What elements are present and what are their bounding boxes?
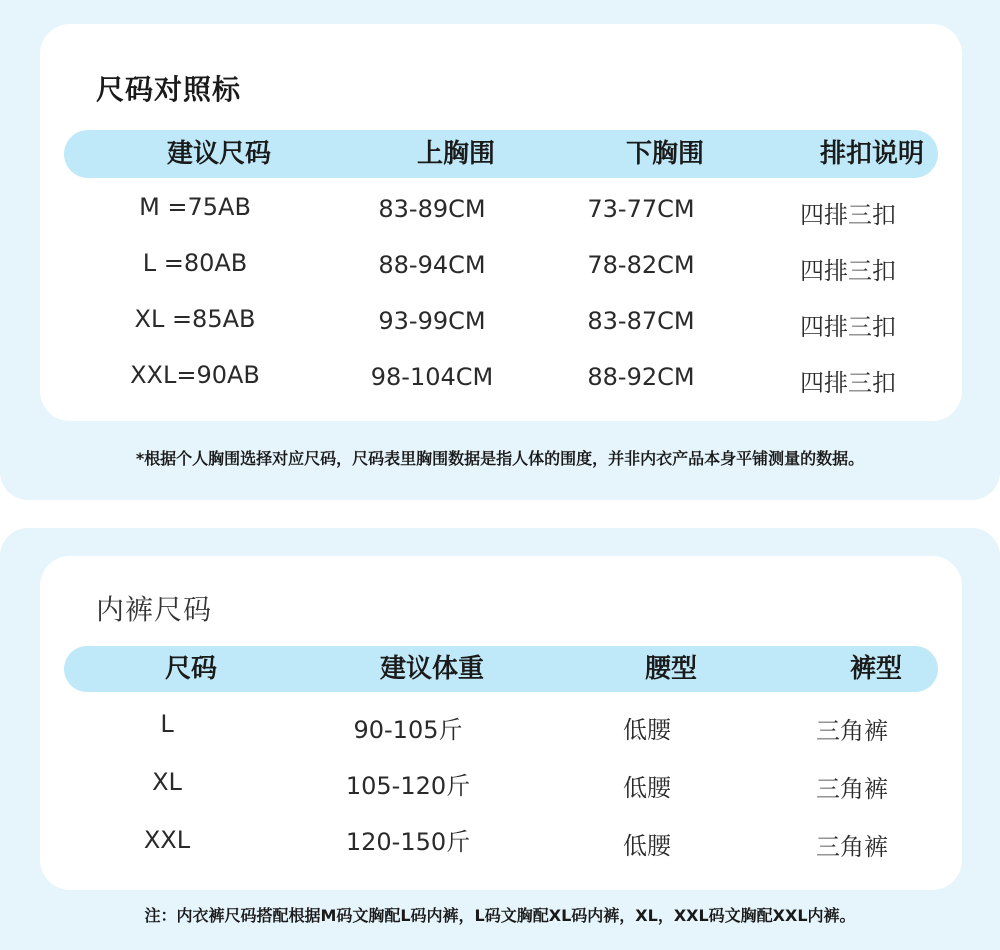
size-cell: M =75AB — [139, 193, 251, 221]
header-suggested-size: 建议尺码 — [166, 139, 271, 169]
under-bust-cell: 78-82CM — [587, 251, 695, 279]
panty-type-cell: 三角裤 — [816, 717, 888, 745]
size-cell: XL =85AB — [134, 305, 256, 333]
hook-cell: 四排三扣 — [800, 257, 896, 285]
bra-table-header — [64, 130, 938, 178]
upper-bust-cell: 88-94CM — [378, 251, 486, 279]
under-bust-cell: 73-77CM — [587, 195, 695, 223]
panty-type-cell: 三角裤 — [816, 775, 888, 803]
upper-bust-cell: 83-89CM — [378, 195, 486, 223]
size-cell: L =80AB — [142, 249, 248, 277]
header-suggested-weight: 建议体重 — [379, 654, 484, 684]
bra-size-title: 尺码对照标 — [96, 73, 242, 106]
bra-size-card — [40, 24, 962, 421]
panty-table-header — [64, 646, 938, 692]
hook-cell: 四排三扣 — [800, 313, 896, 341]
panty-type-cell: 三角裤 — [816, 833, 888, 861]
bra-size-note: *根据个人胸围选择对应尺码，尺码表里胸围数据是指人体的围度，并非内衣产品本身平铺测量的数据。 — [135, 449, 865, 468]
upper-bust-cell: 98-104CM — [370, 363, 494, 391]
header-waist-type: 腰型 — [644, 654, 697, 684]
panty-size-title: 内裤尺码 — [96, 593, 213, 626]
header-size: 尺码 — [164, 654, 217, 684]
header-panty-type: 裤型 — [849, 654, 902, 684]
waist-cell: 低腰 — [623, 716, 671, 744]
weight-cell: 105-120斤 — [345, 772, 471, 800]
weight-cell: 120-150斤 — [345, 828, 471, 856]
hook-cell: 四排三扣 — [800, 201, 896, 229]
size-cell: XXL=90AB — [130, 361, 260, 389]
header-under-bust: 下胸围 — [625, 139, 704, 169]
size-cell: XXL — [143, 826, 191, 854]
under-bust-cell: 83-87CM — [587, 307, 695, 335]
size-cell: L — [160, 710, 174, 738]
size-matching-note: 注：内衣裤尺码搭配根据M码文胸配L码内裤，L码文胸配XL码内裤，XL，XXL码文胸配XXL内裤。 — [144, 906, 856, 925]
waist-cell: 低腰 — [623, 774, 671, 802]
header-hook-info: 排扣说明 — [819, 139, 924, 169]
under-bust-cell: 88-92CM — [587, 363, 695, 391]
waist-cell: 低腰 — [623, 832, 671, 860]
hook-cell: 四排三扣 — [800, 369, 896, 397]
weight-cell: 90-105斤 — [353, 716, 463, 744]
size-cell: XL — [152, 768, 182, 796]
panty-size-card — [40, 556, 962, 890]
header-upper-bust: 上胸围 — [416, 139, 495, 169]
upper-bust-cell: 93-99CM — [378, 307, 486, 335]
